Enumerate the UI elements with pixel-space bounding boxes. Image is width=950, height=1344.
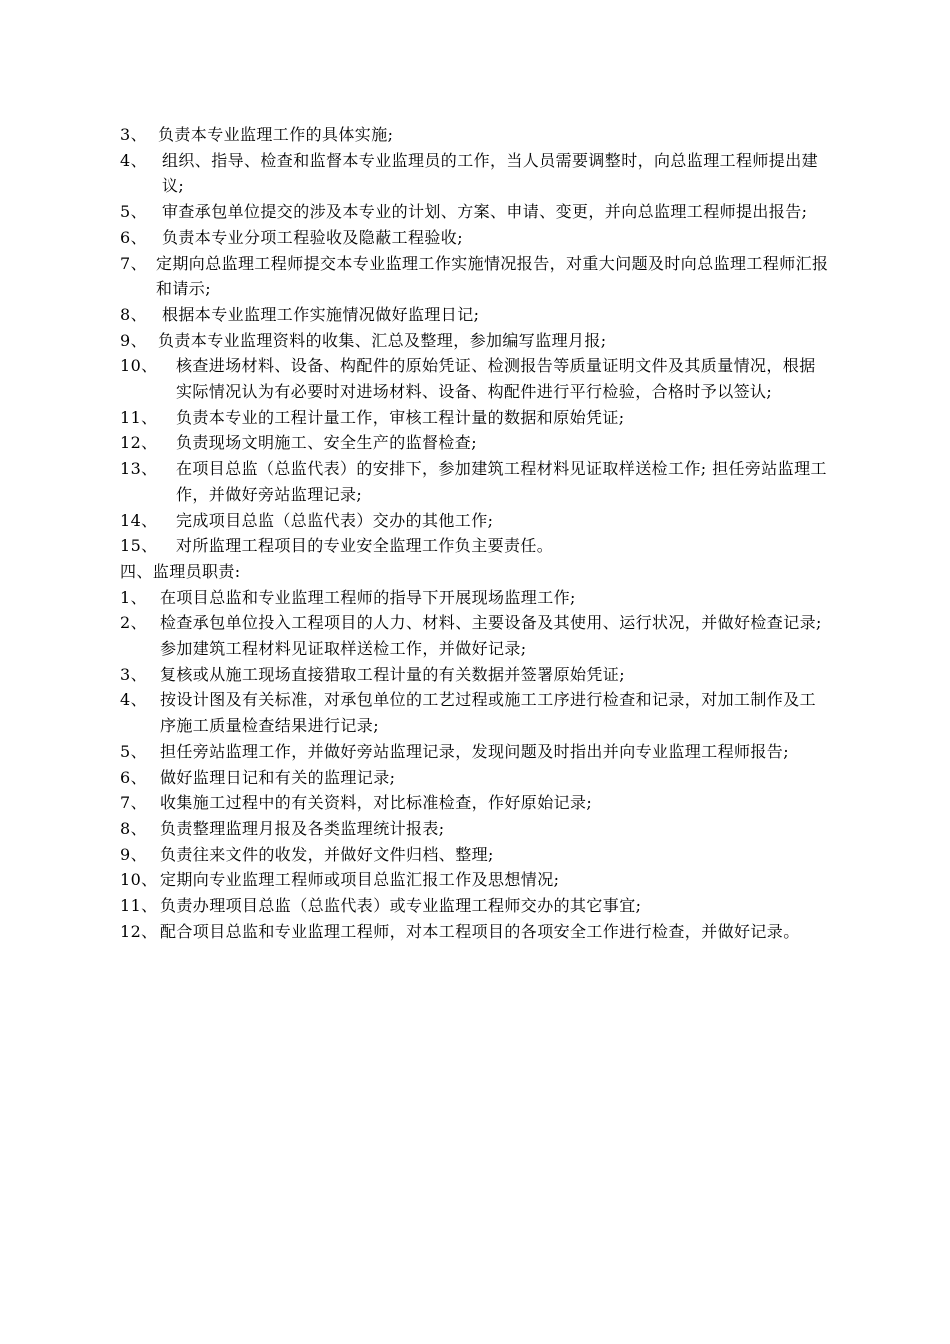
list-item [120, 687, 830, 738]
item-text: 负责本专业监理资料的收集、汇总及整理，参加编写监理月报; [158, 330, 607, 350]
item-number: 3、 [120, 664, 147, 684]
item-text: 核查进场材料、设备、构配件的原始凭证、检测报告等质量证明文件及其质量情况，根据实际情况认为有必要时对进场材料、设备、构配件进行平行检验，合格时予以签认; [176, 356, 816, 402]
item-text: 检查承包单位投入工程项目的人力、材料、主要设备及其使用、运行状况，并做好检查记录; 参加建筑工程材料见证取样送检工作，并做好记录; [160, 613, 822, 659]
item-number: 1、 [120, 587, 147, 607]
list-item [120, 893, 830, 919]
item-text: 对所监理工程项目的专业安全监理工作负主要责任。 [176, 536, 554, 556]
item-text: 收集施工过程中的有关资料，对比标准检查，作好原始记录; [160, 793, 593, 813]
item-text: 负责往来文件的收发，并做好文件归档、整理; [160, 844, 494, 864]
item-number: 13、 [120, 459, 158, 479]
item-number: 11、 [120, 407, 158, 427]
item-number: 2、 [120, 613, 147, 633]
item-number: 12、 [120, 921, 158, 941]
item-number: 8、 [120, 818, 147, 838]
item-number: 4、 [120, 690, 147, 710]
item-number: 8、 [120, 304, 147, 324]
list-item [120, 405, 830, 431]
document-body [120, 122, 830, 945]
item-number: 9、 [120, 330, 147, 350]
item-number: 6、 [120, 767, 147, 787]
list-item [120, 662, 830, 688]
list-item [120, 251, 830, 302]
item-number: 9、 [120, 844, 147, 864]
item-number: 5、 [120, 741, 147, 761]
item-text: 负责办理项目总监（总监代表）或专业监理工程师交办的其它事宜; [160, 896, 642, 916]
list-item [120, 148, 830, 199]
list-item [120, 816, 830, 842]
list-item [120, 456, 830, 507]
item-text: 担任旁站监理工作，并做好旁站监理记录，发现问题及时指出并向专业监理工程师报告; [160, 741, 789, 761]
list-item [120, 739, 830, 765]
item-text: 做好监理日记和有关的监理记录; [160, 767, 396, 787]
item-number: 15、 [120, 536, 158, 556]
item-text: 完成项目总监（总监代表）交办的其他工作; [176, 510, 494, 530]
item-number: 4、 [120, 150, 147, 170]
item-text: 在项目总监和专业监理工程师的指导下开展现场监理工作; [160, 587, 576, 607]
item-number: 7、 [120, 253, 147, 273]
item-text: 配合项目总监和专业监理工程师，对本工程项目的各项安全工作进行检查，并做好记录。 [160, 921, 800, 941]
item-number: 10、 [120, 870, 158, 890]
item-text: 负责现场文明施工、安全生产的监督检查; [176, 433, 477, 453]
item-number: 12、 [120, 433, 158, 453]
item-text: 复核或从施工现场直接猎取工程计量的有关数据并签署原始凭证; [160, 664, 625, 684]
list-item [120, 919, 830, 945]
section-heading: 四、监理员职责: [120, 561, 241, 581]
item-text: 定期向总监理工程师提交本专业监理工作实施情况报告，对重大问题及时向总监理工程师汇报和请示; [156, 253, 829, 299]
item-number: 6、 [120, 227, 147, 247]
item-number: 5、 [120, 202, 147, 222]
item-number: 11、 [120, 896, 158, 916]
item-text: 在项目总监（总监代表）的安排下，参加建筑工程材料见证取样送检工作; 担任旁站监理工作，并做好旁站监理记录; [176, 459, 827, 504]
item-number: 3、 [120, 125, 147, 144]
list-item [120, 430, 830, 456]
list-item [120, 585, 830, 611]
supervising-engineer-duties-list [120, 122, 830, 559]
list-item [120, 302, 830, 328]
list-item [120, 225, 830, 251]
item-number: 10、 [120, 356, 158, 376]
item-text: 审查承包单位提交的涉及本专业的计划、方案、申请、变更，并向总监理工程师提出报告; [162, 202, 808, 222]
list-item [120, 867, 830, 893]
list-item [120, 122, 830, 148]
item-text: 按设计图及有关标准，对承包单位的工艺过程或施工工序进行检查和记录，对加工制作及工序施工质量检查结果进行记录; [160, 690, 817, 736]
item-text: 根据本专业监理工作实施情况做好监理日记; [162, 304, 480, 324]
list-item [120, 353, 830, 404]
item-text: 负责整理监理月报及各类监理统计报表; [160, 818, 445, 838]
item-text: 定期向专业监理工程师或项目总监汇报工作及思想情况; [160, 870, 560, 890]
item-text: 组织、指导、检查和监督本专业监理员的工作，当人员需要调整时，向总监理工程师提出建议; [162, 150, 819, 196]
list-item [120, 765, 830, 791]
list-item [120, 328, 830, 354]
list-item [120, 199, 830, 225]
item-text: 负责本专业分项工程验收及隐蔽工程验收; [162, 227, 463, 247]
list-item [120, 842, 830, 868]
list-item [120, 533, 830, 559]
list-item [120, 508, 830, 534]
item-text: 负责本专业的工程计量工作，审核工程计量的数据和原始凭证; [176, 407, 625, 427]
item-number: 7、 [120, 793, 147, 813]
supervisor-duties-list [120, 585, 830, 945]
item-number: 14、 [120, 510, 158, 530]
list-item [120, 790, 830, 816]
list-item [120, 610, 830, 661]
item-text: 负责本专业监理工作的具体实施; [158, 125, 394, 144]
